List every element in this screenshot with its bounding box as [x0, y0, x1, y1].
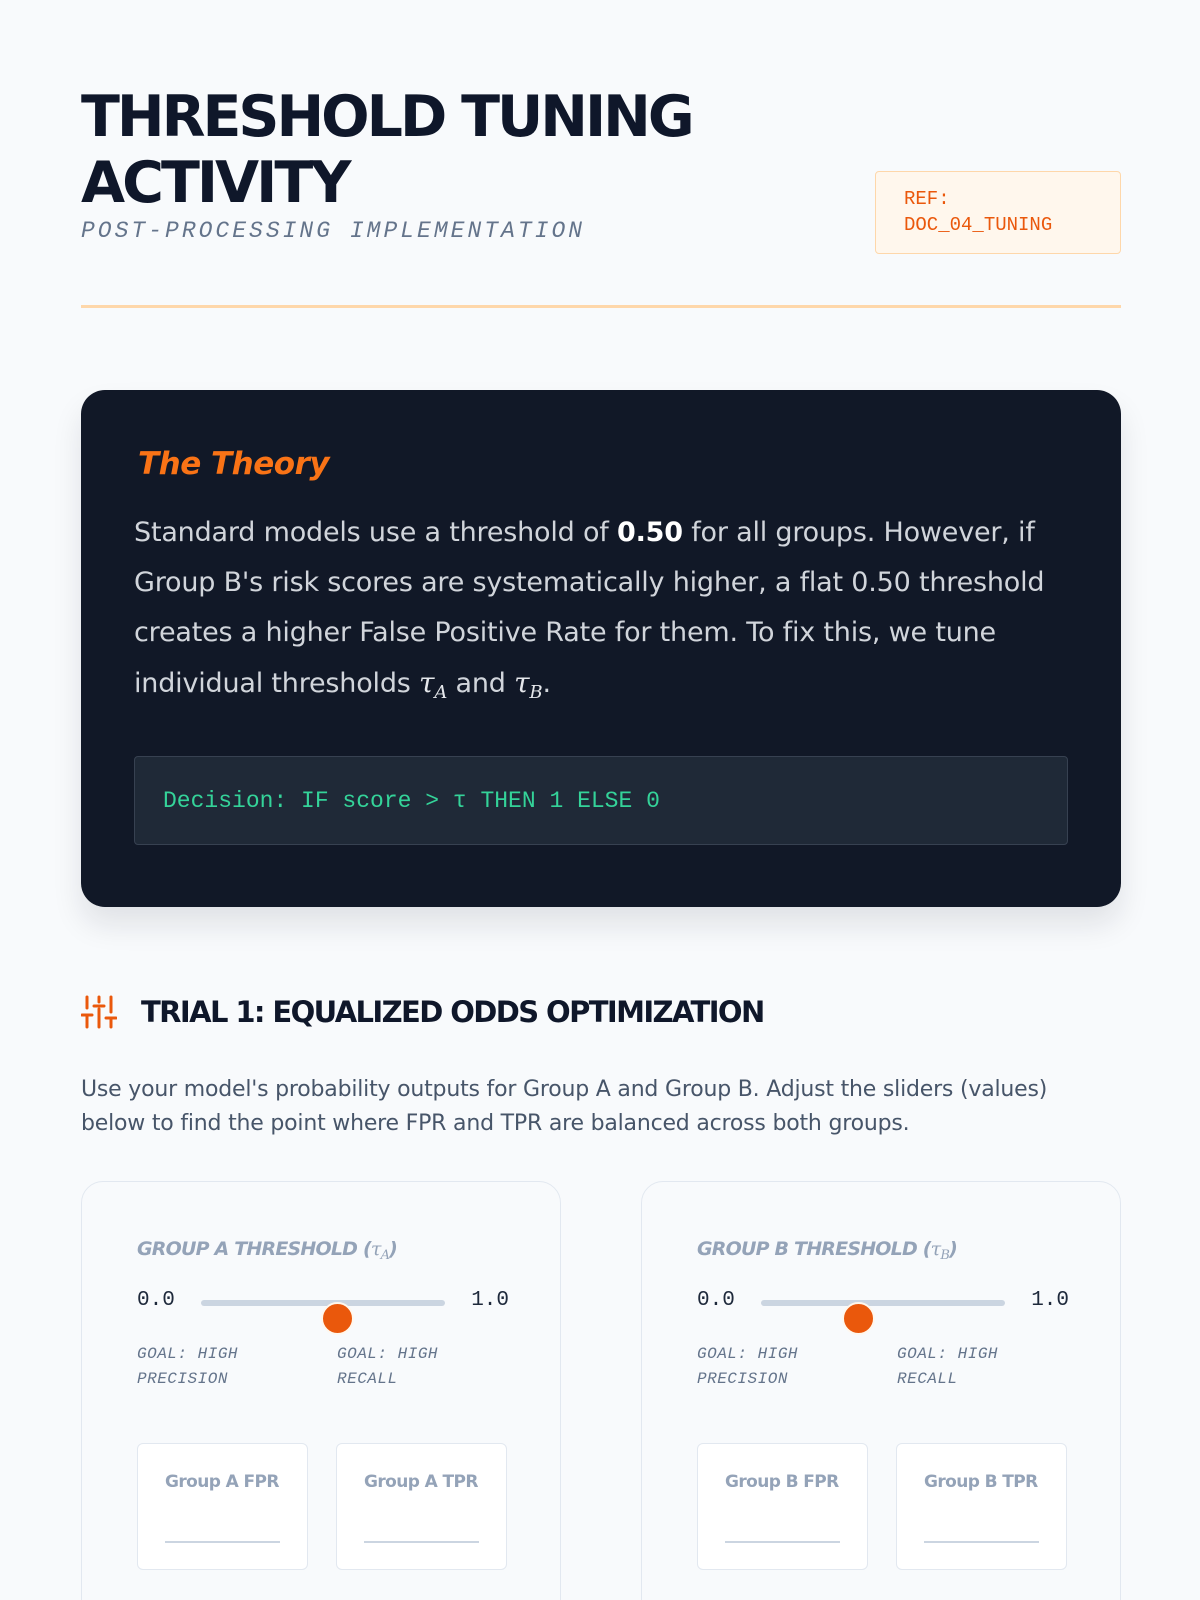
theory-text-part: for all groups. However, if Group B's risk scores are systematically higher, a flat 0.50 threshold creates a higher False Positive Rate for them. To fix this, we tune individual thresholds	[134, 517, 1045, 699]
tau-a-symbol	[419, 666, 448, 703]
slider-max-label: 1.0	[1031, 1289, 1069, 1312]
group-b-panel	[641, 1181, 1121, 1600]
page-subtitle: POST-PROCESSING IMPLEMENTATION	[81, 218, 586, 244]
decision-code-block: Decision: IF score > τ THEN 1 ELSE 0	[134, 756, 1068, 845]
slider-max-label: 1.0	[471, 1289, 509, 1312]
theory-text-part: and	[447, 668, 515, 699]
group-b-slider[interactable]	[697, 1285, 1069, 1321]
ref-badge: REF: DOC_04_TUNING	[875, 171, 1121, 254]
tau-b-symbol	[930, 1238, 950, 1263]
tau-glyph: τ	[419, 666, 435, 699]
group-a-fpr-card	[137, 1443, 308, 1570]
group-a-threshold-label	[137, 1238, 397, 1263]
slider-track[interactable]	[761, 1300, 1005, 1306]
slider-min-label: 0.0	[697, 1289, 735, 1312]
theory-card	[81, 390, 1121, 907]
theory-heading: The Theory	[138, 446, 330, 482]
slider-thumb[interactable]	[321, 1302, 354, 1335]
label-text: )	[389, 1238, 398, 1260]
trial-title: TRIAL 1: EQUALIZED ODDS OPTIMIZATION	[141, 995, 764, 1029]
metric-label: Group A TPR	[364, 1472, 478, 1492]
tau-subscript: A	[434, 682, 448, 703]
goal-high-precision: GOAL: HIGH PRECISION	[697, 1345, 799, 1388]
theory-text-part: Standard models use a threshold of	[134, 517, 617, 548]
group-b-fpr-card	[697, 1443, 868, 1570]
tau-a-symbol	[370, 1238, 390, 1263]
metric-value-line	[165, 1541, 280, 1543]
page-title: THRESHOLD TUNING ACTIVITY	[81, 84, 692, 216]
group-a-panel	[81, 1181, 561, 1600]
goal-high-precision: GOAL: HIGH PRECISION	[137, 1345, 239, 1388]
metric-label: Group B TPR	[924, 1472, 1038, 1492]
tau-subscript: B	[529, 682, 543, 703]
label-text: GROUP B THRESHOLD (	[697, 1238, 931, 1260]
theory-text	[134, 508, 1068, 718]
metric-value-line	[364, 1541, 479, 1543]
threshold-value: 0.50	[616, 517, 683, 548]
tau-glyph: τ	[370, 1238, 381, 1260]
tau-subscript: A	[380, 1248, 390, 1263]
tau-glyph: τ	[514, 666, 530, 699]
header	[81, 84, 1121, 252]
tau-b-symbol	[514, 666, 543, 703]
slider-min-label: 0.0	[137, 1289, 175, 1312]
tau-glyph: τ	[930, 1238, 941, 1260]
theory-text-part: .	[542, 668, 551, 699]
slider-thumb[interactable]	[842, 1302, 875, 1335]
label-text: GROUP A THRESHOLD (	[137, 1238, 371, 1260]
metric-label: Group B FPR	[725, 1472, 839, 1492]
trial-header	[81, 990, 764, 1034]
group-a-slider[interactable]	[137, 1285, 509, 1321]
goal-high-recall: GOAL: HIGH RECALL	[897, 1345, 999, 1388]
goal-high-recall: GOAL: HIGH RECALL	[337, 1345, 439, 1388]
group-a-tpr-card	[336, 1443, 507, 1570]
label-text: )	[949, 1238, 958, 1260]
trial-instructions: Use your model's probability outputs for Group A and Group B. Adjust the sliders (values) below to find the point where FPR and TPR are balanced across both groups.	[81, 1077, 1048, 1136]
metric-value-line	[725, 1541, 840, 1543]
sliders-icon	[81, 994, 117, 1030]
metric-value-line	[924, 1541, 1039, 1543]
header-divider	[81, 305, 1121, 308]
group-b-tpr-card	[896, 1443, 1067, 1570]
metric-label: Group A FPR	[165, 1472, 279, 1492]
group-b-threshold-label	[697, 1238, 957, 1263]
slider-track[interactable]	[201, 1300, 445, 1306]
tau-subscript: B	[940, 1248, 950, 1263]
